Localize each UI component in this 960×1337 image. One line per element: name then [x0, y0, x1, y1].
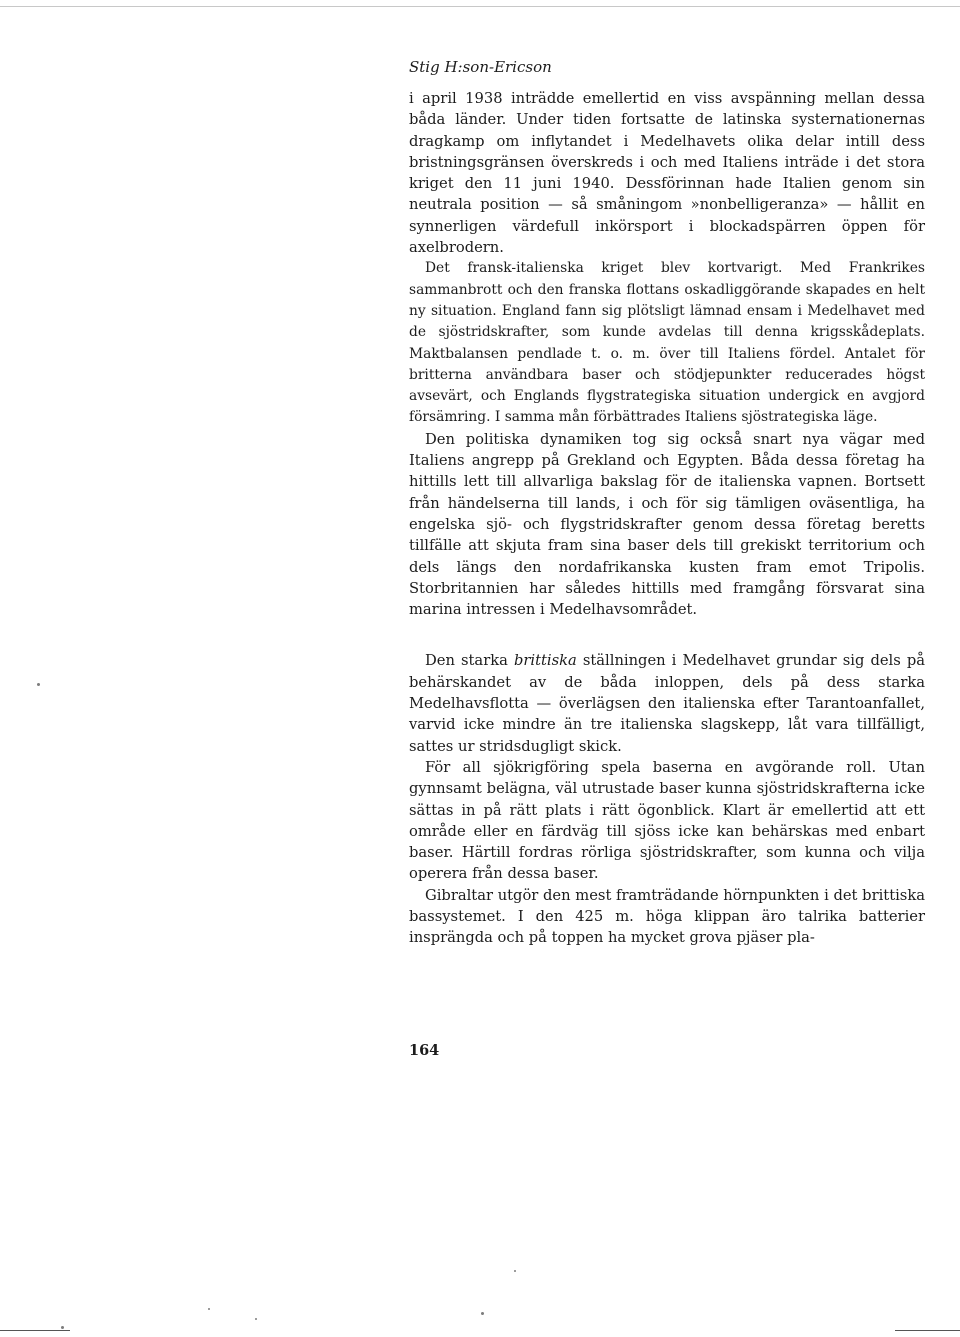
paragraph-4-rest: ställningen i Medelhavet grundar sig dels på behärskandet av de båda inloppen, dels på dess starka Medelhavsflotta — överlägsen den italienska efter Tarantoanfallet, varvid icke mindre än tre italienska slagskepp, låt vara tillfälligt, sattes ur stridsdugligt skick.: [409, 652, 926, 755]
paragraph-6: Gibraltar utgör den mest framträdande hörnpunkten i det brittiska bassystemet. I den 425 m. höga klippan äro talrika batterier insprängda och på toppen ha mycket grova pjäser pla-: [409, 886, 925, 947]
paragraph-4-start: Den starka: [425, 652, 514, 670]
emphasis-brittiska: brittiska: [513, 652, 577, 670]
scan-edge-line: [0, 1330, 70, 1331]
page-number: 164: [409, 1042, 440, 1059]
paragraph-4: [409, 650, 925, 756]
scan-speck: [208, 1308, 210, 1310]
running-header-author: Stig H:son-Ericson: [409, 58, 552, 76]
top-edge-rule: [0, 6, 960, 7]
paragraph-1: i april 1938 inträdde emellertid en viss avspänning mellan dessa båda länder. Under tiden fortsatte de latinska systernationernas dragkamp om inflytandet i Medelhavets olika delar intill dess bristningsgränsen överskreds i och med Italiens inträde i det stora kriget den 11 juni 1940. Dessförinnan hade Italien genom sin neutrala position — så småningom »nonbelligeranza» — hållit en synnerligen värdefull inkörsport i blockadspärren öppen för axelbrodern.: [409, 90, 925, 257]
scan-edge-line: [895, 1330, 960, 1331]
scan-speck: [514, 1270, 516, 1272]
paragraph-3: Den politiska dynamiken tog sig också snart nya vägar med Italiens angrepp på Grekland och Egypten. Båda dessa företag ha hittills lett till allvarliga bakslag för de italienska vapnen. Bortsett från händelserna till lands, i och för sig tämligen oväsentliga, ha engelska sjö- och flygstridskrafter genom dessa företag beretts tillfälle att skjuta fram sina baser dels till grekiskt territorium och dels längs den nordafrikanska kusten fram emot Tripolis. Storbritannien har således hittills med framgång försvarat sina marina intressen i Medelhavsområdet.: [409, 430, 925, 619]
paragraph-2: Det fransk-italienska kriget blev kortvarigt. Med Frankrikes sammanbrott och den franska flottans oskadliggörande skapades en helt ny situation. England fann sig plötsligt lämnad ensam i Medelhavet med de sjöstridskrafter, som kunde avdelas till denna krigsskådeplats. Maktbalansen pendlade t. o. m. över till Italiens fördel. Antalet för britterna användbara baser och stödjepunkter reducerades högst avsevärt, och Englands flygstrategiska situation undergick en avgjord försämring. I samma mån förbättrades Italiens sjöstrategiska läge.: [409, 260, 925, 426]
scan-speck: [481, 1312, 484, 1315]
page-body: [409, 58, 925, 949]
scan-speck: [255, 1318, 257, 1320]
scan-speck: [61, 1326, 64, 1329]
paragraph-5: För all sjökrigföring spela baserna en avgörande roll. Utan gynnsamt belägna, väl utrustade baser kunna sjöstridskrafterna icke sättas in på rätt plats i rätt ögonblick. Klart är emellertid att ett område eller en färdväg till sjöss icke kan behärskas med enbart baser. Härtill fordras rörliga sjöstridskrafter, som kunna och vilja operera från dessa baser.: [409, 758, 925, 883]
scan-speck: [37, 683, 40, 686]
